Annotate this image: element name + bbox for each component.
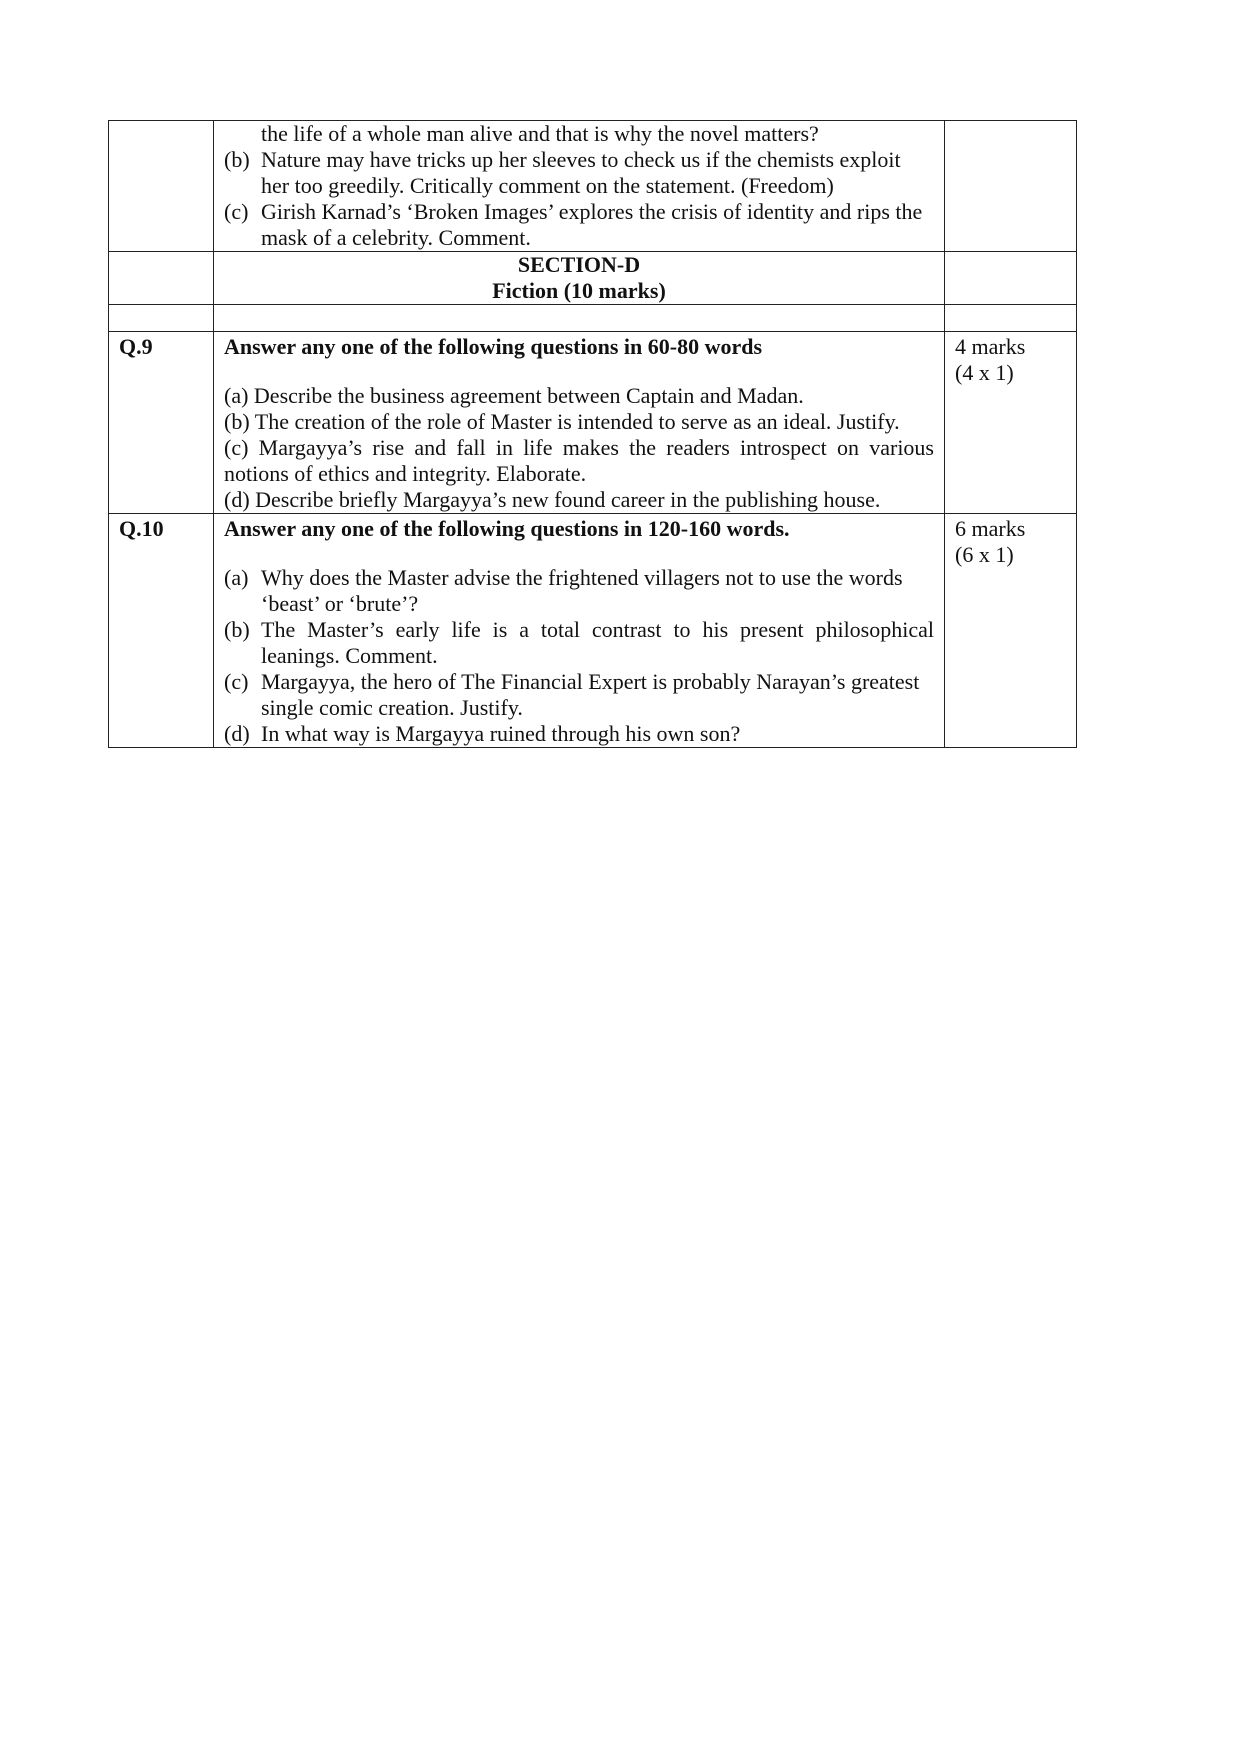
question-marks: 4 marks [955, 334, 1026, 359]
question-item-a: (a) Describe the business agreement between Captain and Madan. [224, 383, 804, 408]
item-label: (c) [224, 669, 249, 694]
section-title: SECTION-D [517, 252, 641, 277]
section-number-cell [109, 252, 214, 305]
item-text: Why does the Master advise the frightened villagers not to use the words ‘beast’ or ‘brute’? [261, 565, 903, 616]
item-label: (c) [224, 199, 249, 224]
continuation-item-c [224, 199, 934, 251]
section-heading-cell [214, 252, 945, 305]
question-number: Q.10 [119, 516, 164, 541]
continuation-marks-cell [945, 121, 1077, 252]
question-instruction: Answer any one of the following questions in 120-160 words. [224, 516, 790, 541]
question-item-d: (d) Describe briefly Margayya’s new found career in the publishing house. [224, 487, 881, 512]
question-number: Q.9 [119, 334, 153, 359]
spacer-cell [214, 305, 945, 332]
question-marks-cell [945, 514, 1077, 748]
spacer-row [109, 305, 1077, 332]
section-marks-cell [945, 252, 1077, 305]
question-content-cell [214, 514, 945, 748]
continuation-content-cell [214, 121, 945, 252]
item-text: Girish Karnad’s ‘Broken Images’ explores the crisis of identity and rips the mask of a celebrity. Comment. [261, 199, 923, 250]
continuation-item-b [224, 147, 934, 199]
item-text: The Master’s early life is a total contrast to his present philosophical leanings. Comment. [261, 617, 934, 668]
question-item-c: (c) Margayya’s rise and fall in life makes the readers introspect on various notions of ethics and integrity. Elaborate. [224, 435, 934, 486]
item-label: (d) [224, 721, 250, 746]
question-item-b [224, 617, 934, 669]
item-label: (a) [224, 565, 249, 590]
item-label: (b) [224, 617, 250, 642]
question-number-cell [109, 514, 214, 748]
question-content-cell [214, 332, 945, 514]
item-text: In what way is Margayya ruined through his own son? [261, 721, 741, 746]
question-table [108, 120, 1077, 748]
question-number-cell [109, 332, 214, 514]
continuation-row [109, 121, 1077, 252]
question-item-a [224, 565, 934, 617]
continuation-number-cell [109, 121, 214, 252]
question-row-q10 [109, 514, 1077, 748]
question-instruction: Answer any one of the following questions in 60-80 words [224, 334, 763, 359]
continuation-first-line: the life of a whole man alive and that is why the novel matters? [261, 121, 819, 146]
question-marks: 6 marks [955, 516, 1026, 541]
question-item-d [224, 721, 934, 747]
question-item-c [224, 669, 934, 721]
question-item-b: (b) The creation of the role of Master is intended to serve as an ideal. Justify. [224, 409, 900, 434]
question-marks-cell [945, 332, 1077, 514]
section-row [109, 252, 1077, 305]
question-marks-detail: (4 x 1) [955, 360, 1014, 385]
spacer-cell [109, 305, 214, 332]
section-subtitle: Fiction (10 marks) [492, 278, 666, 303]
question-marks-detail: (6 x 1) [955, 542, 1014, 567]
spacer-cell [945, 305, 1077, 332]
item-text: Margayya, the hero of The Financial Expert is probably Narayan’s greatest single comic creation. Justify. [261, 669, 920, 720]
item-label: (b) [224, 147, 250, 172]
question-row-q9 [109, 332, 1077, 514]
item-text: Nature may have tricks up her sleeves to check us if the chemists exploit her too greedily. Critically comment on the statement. (Freedom) [261, 147, 901, 198]
